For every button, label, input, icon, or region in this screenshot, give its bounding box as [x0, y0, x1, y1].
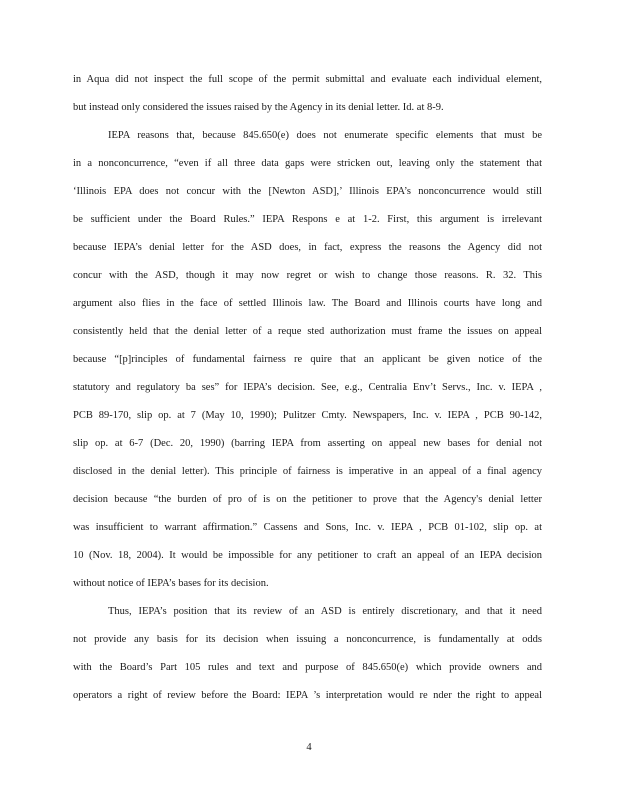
text-line: decision because “the burden of pro of is on the petitioner to prove that the Agency's denial letter	[73, 494, 542, 505]
text-line: with the Board’s Part 105 rules and text and purpose of 845.650(e) which provide owners and	[73, 662, 542, 673]
text-line: 10 (Nov. 18, 2004). It would be impossible for any petitioner to craft an appeal of an IEPA decision	[73, 550, 542, 561]
text-line: ‘Illinois EPA does not concur with the [Newton ASD],’ Illinois EPA’s nonconcurrence would still	[73, 186, 542, 197]
text-line: PCB 89-170, slip op. at 7 (May 10, 1990); Pulitzer Cmty. Newspapers, Inc. v. IEPA , PCB 90-142,	[73, 410, 542, 421]
text-line: be sufficient under the Board Rules.” IEPA Respons e at 1-2. First, this argument is irrelevant	[73, 214, 542, 225]
text-line: argument also flies in the face of settled Illinois law. The Board and Illinois courts have long and	[73, 298, 542, 309]
text-line: concur with the ASD, though it may now regret or wish to change those reasons. R. 32. This	[73, 270, 542, 281]
text-line: operators a right of review before the Board: IEPA ’s interpretation would re nder the right to appeal	[73, 690, 542, 701]
page-number: 4	[306, 742, 312, 753]
text-line: slip op. at 6-7 (Dec. 20, 1990) (barring IEPA from asserting on appeal new bases for denial not	[73, 438, 542, 449]
text-line: IEPA reasons that, because 845.650(e) does not enumerate specific elements that must be	[108, 130, 542, 141]
text-line: was insufficient to warrant affirmation.” Cassens and Sons, Inc. v. IEPA , PCB 01-102, slip op. at	[73, 522, 542, 533]
text-line: because “[p]rinciples of fundamental fairness re quire that an applicant be given notice of the	[73, 354, 542, 365]
text-line: disclosed in the denial letter). This principle of fairness is imperative in an appeal of a final agency	[73, 466, 542, 477]
text-line: Thus, IEPA’s position that its review of an ASD is entirely discretionary, and that it need	[108, 606, 542, 617]
text-line: without notice of IEPA’s bases for its decision.	[73, 578, 269, 589]
text-line: in a nonconcurrence, “even if all three data gaps were stricken out, leaving only the statement that	[73, 158, 542, 169]
text-line: because IEPA’s denial letter for the ASD does, in fact, express the reasons the Agency did not	[73, 242, 542, 253]
text-line: but instead only considered the issues raised by the Agency in its denial letter. Id. at 8-9.	[73, 102, 444, 113]
text-line: not provide any basis for its decision when issuing a nonconcurrence, is fundamentally at odds	[73, 634, 542, 645]
text-line: consistently held that the denial letter of a reque sted authorization must frame the issues on appeal	[73, 326, 542, 337]
text-line: in Aqua did not inspect the full scope of the permit submittal and evaluate each individual element,	[73, 74, 542, 85]
text-line: statutory and regulatory ba ses” for IEPA’s decision. See, e.g., Centralia Env’t Servs., Inc. v. IEPA ,	[73, 382, 542, 393]
